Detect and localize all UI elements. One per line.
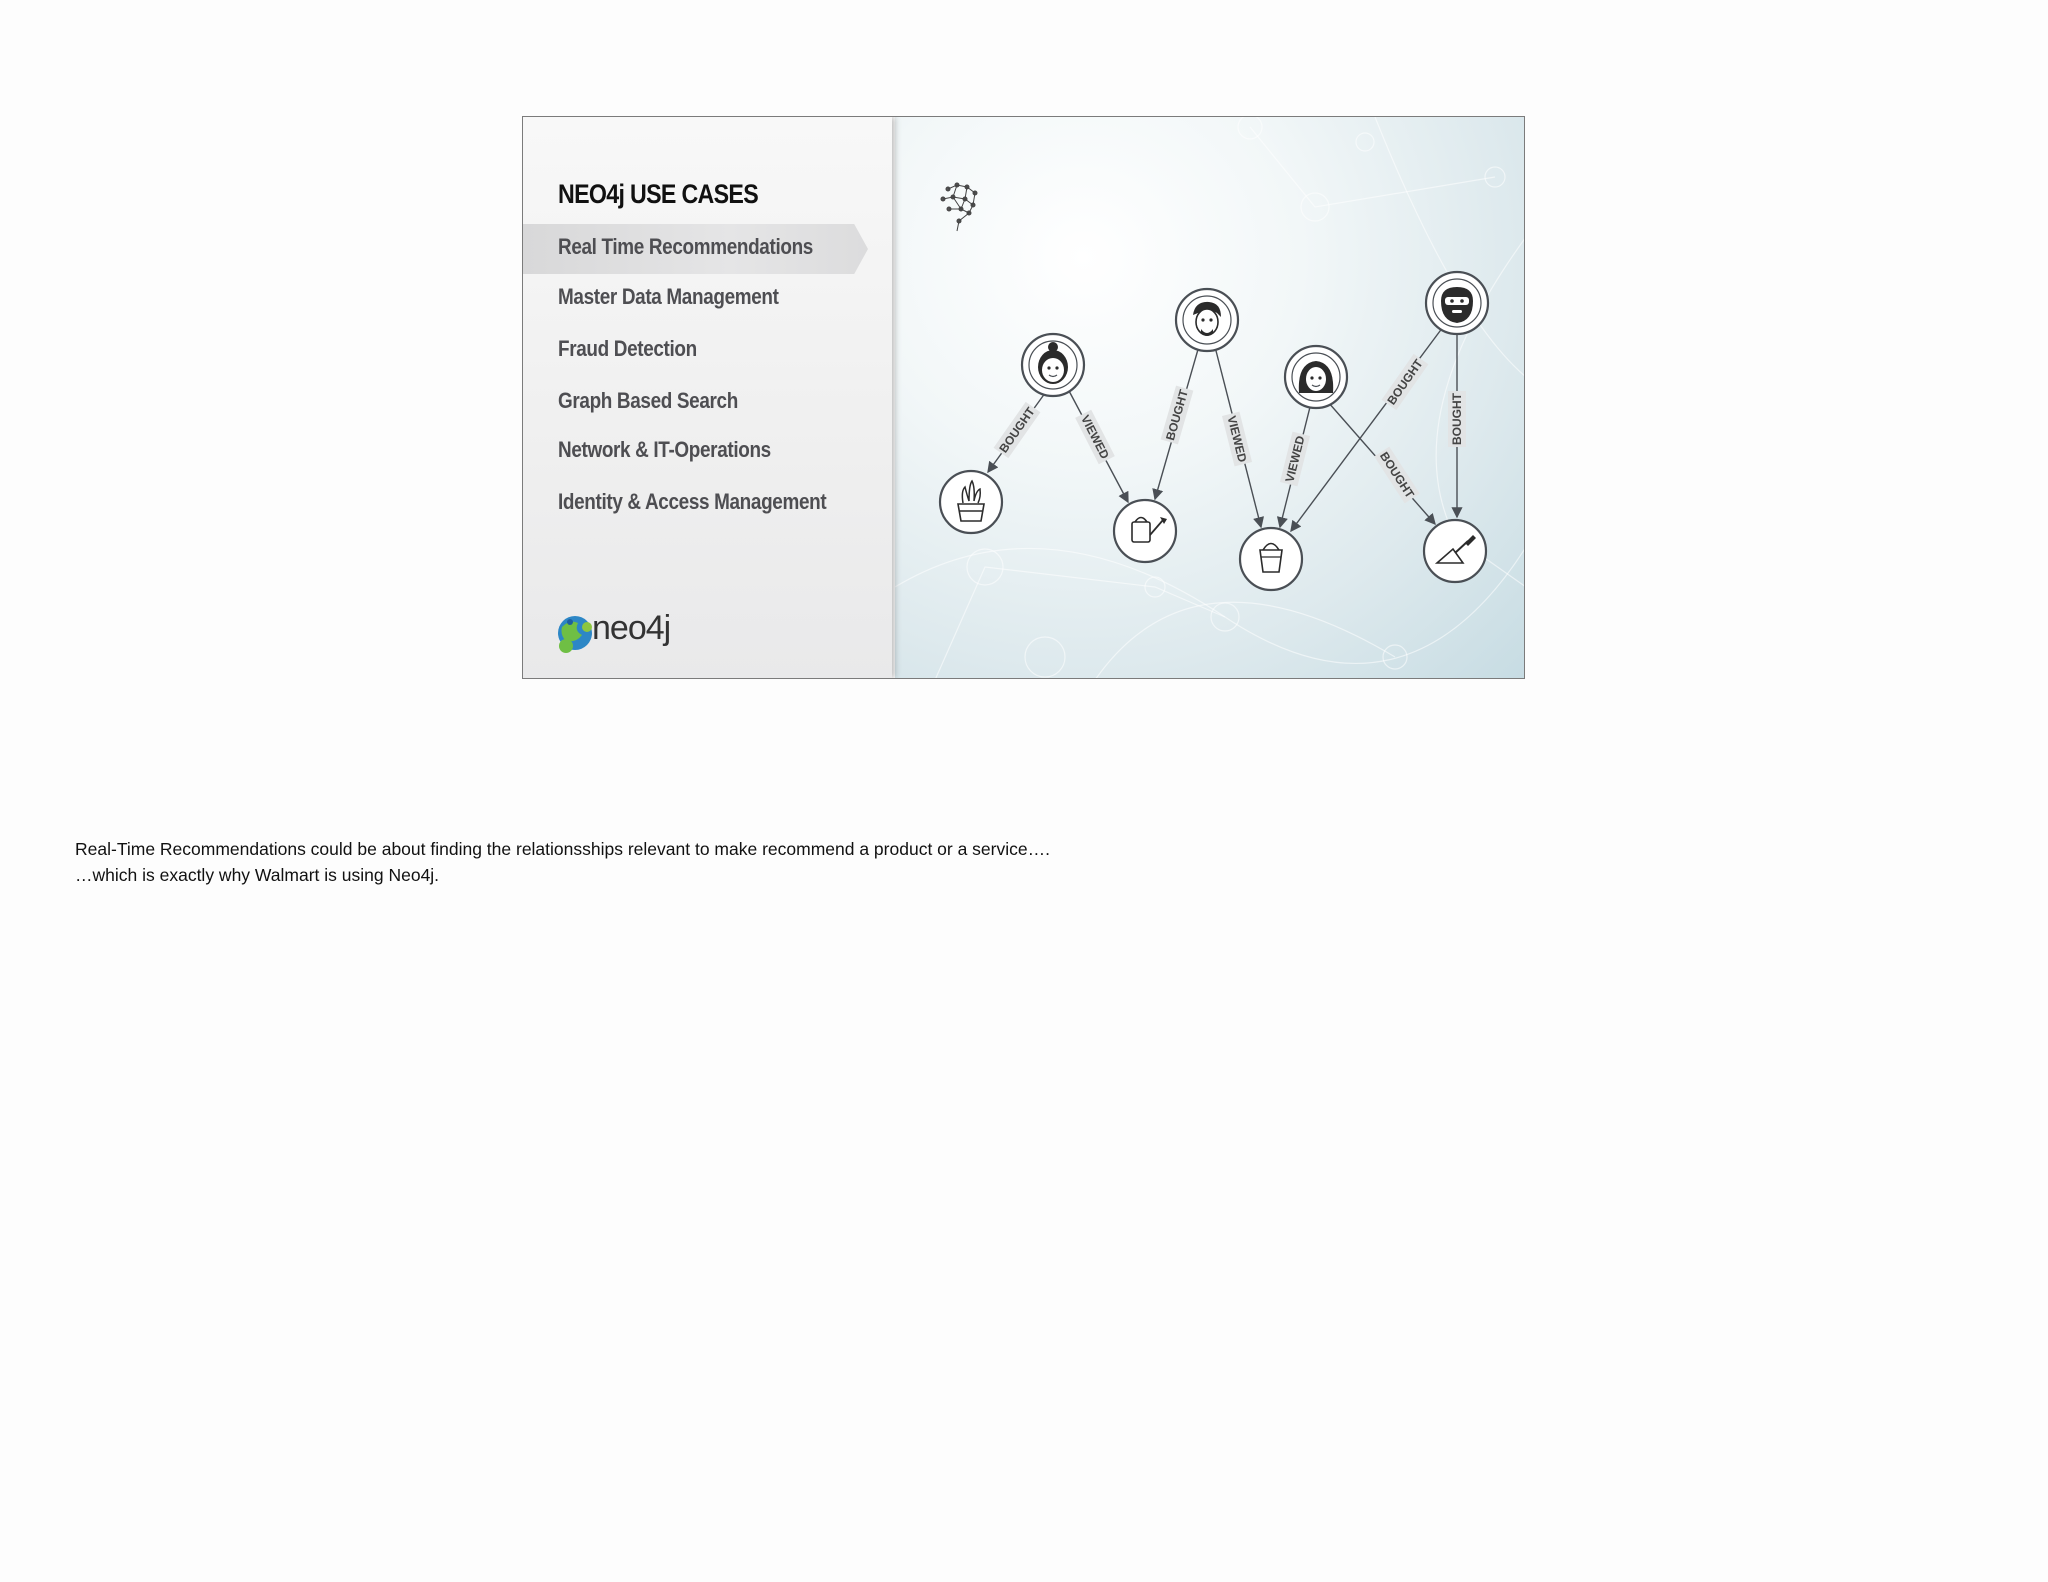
woman-long-hair-icon[interactable] (1285, 346, 1347, 408)
edge-label: BOUGHT (1450, 393, 1464, 445)
plant-pot-icon[interactable] (940, 471, 1002, 533)
menu-item-network-it-operations[interactable]: Network & IT-Operations (558, 437, 771, 462)
man-hair-icon[interactable] (1176, 289, 1238, 351)
notes-line-2: …which is exactly why Walmart is using Neo4j. (75, 865, 440, 885)
edge-label: VIEWED (1078, 412, 1112, 462)
woman-bun-icon[interactable] (1022, 334, 1084, 396)
edge-label: BOUGHT (1384, 356, 1426, 408)
edge-label: BOUGHT (1163, 388, 1191, 442)
logo-wordmark: neo4j (592, 609, 671, 647)
menu-item-fraud-detection[interactable]: Fraud Detection (558, 336, 697, 361)
menu-item-identity-access-management[interactable]: Identity & Access Management (558, 489, 827, 514)
menu-item-real-time-recommendations[interactable]: Real Time Recommendations (558, 234, 813, 259)
menu-item-graph-based-search[interactable]: Graph Based Search (558, 388, 738, 413)
edge-label: VIEWED (1224, 414, 1250, 464)
speaker-notes (75, 836, 1050, 888)
edge-label: VIEWED (1282, 434, 1308, 484)
man-beard-icon[interactable] (1426, 272, 1488, 334)
watering-can-icon[interactable] (1114, 500, 1176, 562)
slide (522, 116, 1525, 679)
trowel-icon[interactable] (1424, 520, 1486, 582)
use-cases-title: NEO4j USE CASES (558, 179, 759, 209)
notes-line-1: Real-Time Recommendations could be about finding the relationsships relevant to make recommend a product or a service…. (75, 839, 1050, 859)
brain-network-icon (941, 183, 977, 231)
menu-item-master-data-management[interactable]: Master Data Management (558, 284, 779, 309)
edge-label: BOUGHT (1376, 449, 1418, 501)
recommendation-graph (523, 117, 1525, 679)
edge-label: BOUGHT (996, 404, 1038, 456)
bucket-icon[interactable] (1240, 528, 1302, 590)
